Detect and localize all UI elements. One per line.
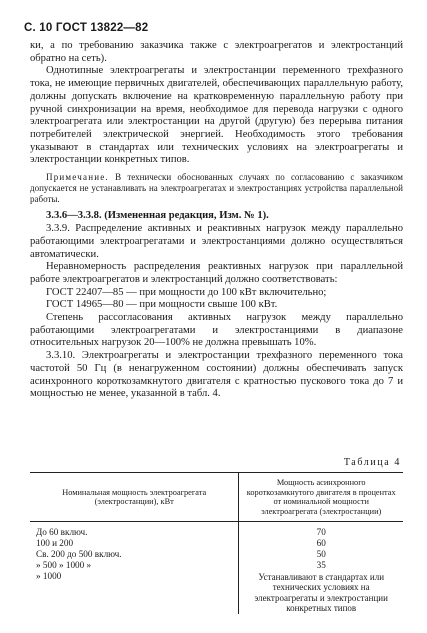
table-4 xyxy=(30,472,403,614)
column-header-percent: Мощность асинхронного короткозамкнутого двигателя в процентах от номинальной мощности электроагрегата (электростанции) xyxy=(239,473,403,522)
section-3-3-6: 3.3.6—3.3.8. (Измененная редакция, Изм. № 1). xyxy=(46,210,269,222)
row-power: 100 и 200 xyxy=(36,538,74,549)
row-power: До 60 включ. xyxy=(36,527,88,538)
mismatch-text: Степень рассогласования активных нагрузок между параллельно работающими электроагрегатами и электростанциями в диапазоне относительных нагрузок 20—100% не должна превышать 10%. xyxy=(30,312,403,349)
section-3-3-10: 3.3.10. Электроагрегаты и электростанции трехфазного переменного тока частотой 50 Гц (в ненагруженном состоянии) должны обеспечивать запуск асинхронного короткозамкнутого двигателя с кратностью пускового тока до 7 и мощностью не менее, указанной в табл. 4. xyxy=(30,350,403,400)
table-cell-percent xyxy=(239,522,403,614)
row-power: » 1000 xyxy=(36,570,62,581)
note xyxy=(30,172,403,204)
table-row xyxy=(30,522,403,614)
row-power: » 500 » 1000 » xyxy=(36,559,92,570)
row-percent: 50 xyxy=(316,548,326,559)
row-power: Св. 200 до 500 включ. xyxy=(36,548,122,559)
gost-line-1: ГОСТ 22407—85 — при мощности до 100 кВт включительно; xyxy=(46,286,327,298)
paragraph-parallel-operation: Однотипные электроагрегаты и электростанции переменного трехфазного тока, не имеющие первичных двигателей, обеспечивающих параллельную работу, должны допускать включение на кратковременную параллельную работу при ручной синхронизации на время, необходимое для перевода нагрузки с одного электроагрегата или электростанции на другой (другую) без перерыва питания потребителей электрической энергией. Необходимость этого требования указывают в стандартах или технических условиях на электроагрегаты и электростанции конкретных типов. xyxy=(30,65,403,166)
main-text xyxy=(30,40,403,401)
table-cell-power xyxy=(30,522,239,614)
uneven-distribution-text: Неравномерность распределения реактивных нагрузок при параллельной работе электроагрегатов и электростанций должно соответствовать: xyxy=(30,261,403,285)
page-header: С. 10 ГОСТ 13822—82 xyxy=(24,22,149,34)
column-header-power: Номинальная мощность электроагрегата (электростанции), кВт xyxy=(30,473,239,522)
gost-line-2: ГОСТ 14965—80 — при мощности свыше 100 кВт. xyxy=(46,299,278,311)
row-percent: 70 xyxy=(316,527,326,538)
row-percent-note: Устанавливают в стандартах или технических условиях на электроагрегаты и электростанции конкретных типов xyxy=(254,571,388,614)
note-text: В технически обоснованных случаях по согласованию с заказчиком допускается не устанавливать на электроагрегатах и электростанциях устройства параллельной работы. xyxy=(30,172,403,204)
table-title: Таблица 4 xyxy=(343,457,401,468)
paragraph-continuation: ки, а по требованию заказчика также с электроагрегатов и электростанций обратно на сеть). xyxy=(30,40,403,64)
section-3-3-9: 3.3.9. Распределение активных и реактивных нагрузок между параллельно работающими электроагрегатами и электростанциями должно осуществляться автоматически. xyxy=(30,223,403,260)
row-percent: 60 xyxy=(316,538,326,549)
row-percent: 35 xyxy=(316,559,326,570)
note-label: Примечание. xyxy=(46,172,109,183)
